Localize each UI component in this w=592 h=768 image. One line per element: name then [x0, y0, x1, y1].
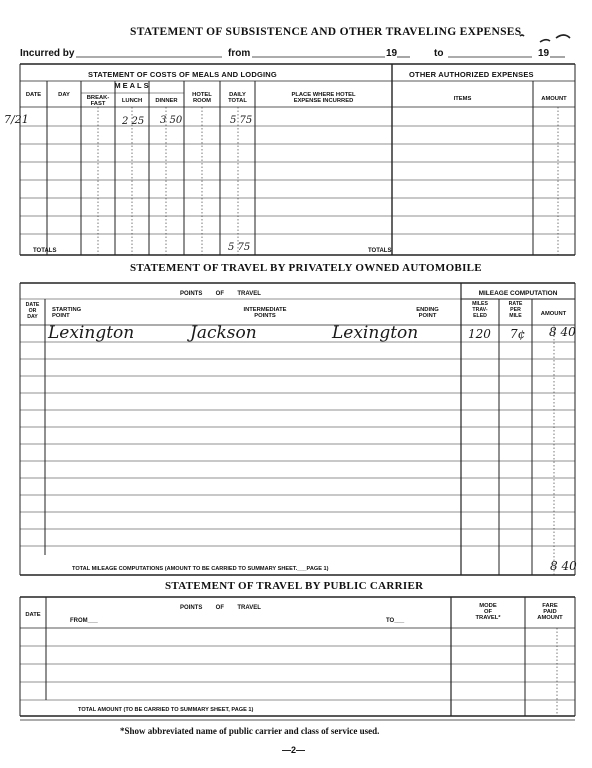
- auto-entry-rate: 7¢: [510, 327, 526, 341]
- auto-total-label: TOTAL MILEAGE COMPUTATIONS (AMOUNT TO BE CARRIED TO SUMMARY SHEET.___PAGE 1): [72, 566, 329, 572]
- year-prefix-from: 19: [386, 48, 398, 59]
- col-lunch: LUNCH: [121, 98, 143, 104]
- auto-col-intermediate: INTERMEDIATE POINTS: [243, 307, 287, 319]
- meals-totals-label: TOTALS: [33, 248, 57, 254]
- carrier-from-label: FROM___: [70, 618, 98, 624]
- auto-col-date: DATE OR DAY: [25, 302, 40, 320]
- scan-mark: [520, 35, 570, 42]
- to-label: to: [434, 48, 444, 59]
- auto-section-title: STATEMENT OF TRAVEL BY PRIVATELY OWNED AUTOMOBILE: [130, 262, 482, 274]
- auto-entry-miles: 120: [468, 327, 491, 341]
- auto-col-rate: RATE PER MILE: [508, 301, 523, 319]
- other-totals-label: TOTALS: [368, 248, 392, 254]
- auto-col-starting: STARTING POINT: [52, 307, 82, 319]
- other-expenses-title: OTHER AUTHORIZED EXPENSES: [409, 70, 534, 79]
- col-amount: AMOUNT: [541, 96, 567, 102]
- col-daily-total: DAILY TOTAL: [228, 92, 247, 104]
- carrier-total-label: TOTAL AMOUNT (TO BE CARRIED TO SUMMARY SHEET, PAGE 1): [78, 707, 254, 713]
- form-title: STATEMENT OF SUBSISTENCE AND OTHER TRAVELING EXPENSES: [130, 26, 522, 38]
- col-meals-group: MEALS: [114, 81, 151, 90]
- incurred-by-label: Incurred by: [20, 48, 75, 59]
- carrier-col-fare: FARE PAID AMOUNT: [537, 603, 563, 621]
- auto-entry-starting: Lexington: [48, 323, 135, 343]
- entry-dinner: 3 50: [160, 115, 183, 126]
- col-dinner: DINNER: [155, 98, 178, 104]
- year-prefix-to: 19: [538, 48, 550, 59]
- entry-date: 7/21: [4, 113, 29, 126]
- auto-entry-amount: 8 40: [549, 325, 576, 339]
- page-number: —2—: [282, 745, 306, 755]
- carrier-points-header: POINTS OF TRAVEL: [180, 605, 261, 611]
- auto-entry-intermediate: Jackson: [190, 323, 257, 343]
- carrier-section-title: STATEMENT OF TRAVEL BY PUBLIC CARRIER: [165, 580, 424, 592]
- entry-daily-total: 5 75: [230, 115, 253, 126]
- col-items: ITEMS: [453, 96, 472, 102]
- auto-points-header: POINTS OF TRAVEL: [180, 291, 261, 297]
- meals-totals-value: 5 75: [228, 242, 251, 253]
- auto-entry-ending: Lexington: [332, 323, 419, 343]
- from-date-field[interactable]: [254, 44, 382, 56]
- from-label: from: [228, 48, 251, 59]
- auto-col-ending: ENDING POINT: [416, 307, 439, 319]
- col-hotel-room: HOTEL ROOM: [192, 92, 212, 104]
- entry-lunch: 2 25: [122, 116, 145, 127]
- col-breakfast: BREAK- FAST: [86, 95, 110, 107]
- auto-col-amount: AMOUNT: [540, 311, 567, 317]
- auto-total-value: 8 40: [550, 559, 577, 573]
- col-place: PLACE WHERE HOTEL EXPENSE INCURRED: [291, 92, 356, 104]
- to-date-field[interactable]: [450, 44, 530, 56]
- mileage-header: MILEAGE COMPUTATION: [478, 290, 558, 297]
- auto-col-miles: MILES TRAV- ELED: [472, 301, 488, 319]
- incurred-by-field[interactable]: [78, 44, 220, 56]
- carrier-col-mode: MODE OF TRAVEL*: [475, 603, 501, 621]
- carrier-col-date: DATE: [25, 612, 41, 618]
- meals-section-title: STATEMENT OF COSTS OF MEALS AND LODGING: [88, 70, 277, 79]
- carrier-to-label: TO___: [386, 618, 405, 624]
- col-date: DATE: [25, 92, 42, 98]
- footnote: *Show abbreviated name of public carrier and class of service used.: [120, 726, 380, 736]
- col-day: DAY: [58, 92, 70, 98]
